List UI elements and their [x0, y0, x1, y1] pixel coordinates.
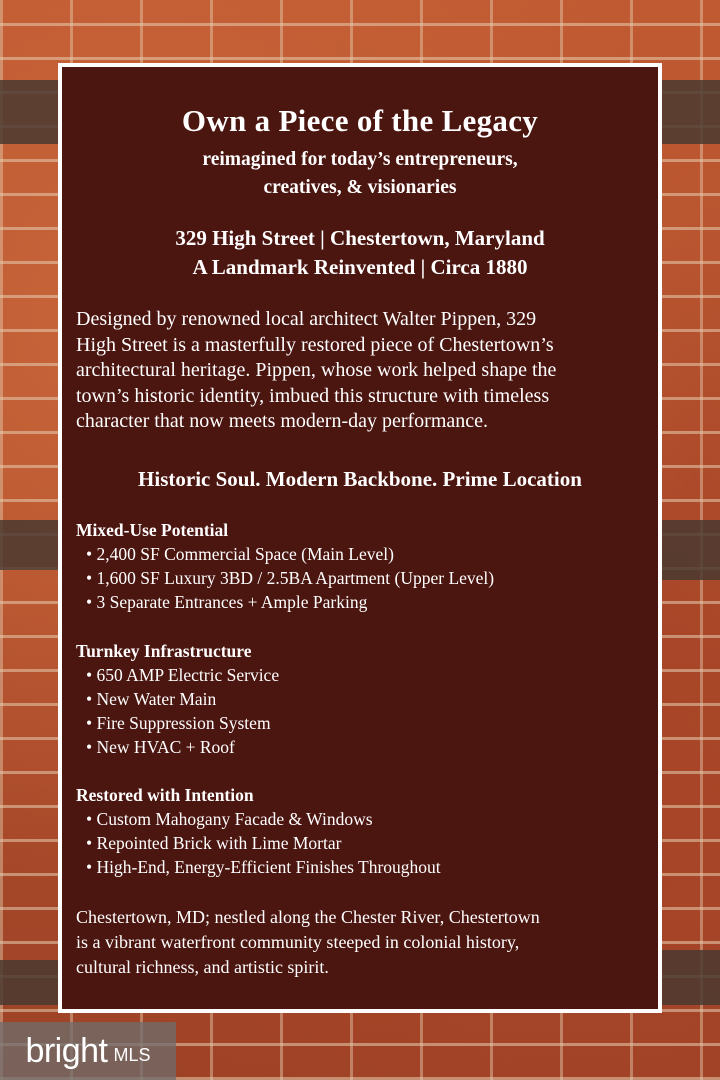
feature-list [76, 542, 656, 614]
list-item: • New HVAC + Roof [86, 735, 656, 759]
list-item: • Repointed Brick with Lime Mortar [86, 831, 656, 855]
info-panel [58, 63, 662, 1013]
closing-paragraph [76, 905, 656, 980]
dark-brick [662, 520, 720, 580]
intro-line: Designed by renowned local architect Walter Pippen, 329 [76, 308, 537, 330]
section-title: Restored with Intention [76, 785, 254, 805]
bright-mls-watermark [0, 1022, 176, 1080]
intro-line: character that now meets modern-day performance. [76, 410, 489, 432]
intro-paragraph [76, 307, 656, 435]
list-item: • New Water Main [86, 687, 656, 711]
address-line-1: 329 High Street | Chestertown, Maryland [175, 226, 545, 250]
subtitle-line-2: creatives, & visionaries [263, 177, 457, 198]
closing-line: cultural richness, and artistic spirit. [76, 957, 329, 977]
list-item: • 3 Separate Entrances + Ample Parking [86, 590, 656, 614]
section-restored [76, 783, 656, 879]
dark-brick [0, 520, 58, 570]
watermark-brand: bright [25, 1031, 108, 1070]
dark-brick [662, 80, 720, 144]
feature-list [76, 663, 656, 759]
closing-line: Chestertown, MD; nestled along the Chester River, Chestertown [76, 907, 540, 927]
dark-brick [0, 960, 58, 1005]
list-item: • High-End, Energy-Efficient Finishes Throughout [86, 855, 656, 879]
address-line-2: A Landmark Reinvented | Circa 1880 [192, 255, 528, 279]
section-mixed-use [76, 518, 656, 614]
subtitle-line-1: reimagined for today’s entrepreneurs, [202, 149, 518, 170]
list-item: • 1,600 SF Luxury 3BD / 2.5BA Apartment (Upper Level) [86, 566, 656, 590]
feature-list [76, 807, 656, 879]
dark-brick [662, 950, 720, 1005]
section-title: Turnkey Infrastructure [76, 641, 252, 661]
watermark-suffix: MLS [113, 1044, 151, 1065]
intro-line: town’s historic identity, imbued this structure with timeless [76, 384, 550, 407]
closing-line: is a vibrant waterfront community steeped in colonial history, [76, 932, 520, 952]
intro-line: architectural heritage. Pippen, whose work helped shape the [76, 359, 557, 381]
list-item: • 650 AMP Electric Service [86, 663, 656, 687]
dark-brick [0, 80, 58, 144]
tagline: Historic Soul. Modern Backbone. Prime Location [138, 467, 582, 491]
intro-line: High Street is a masterfully restored piece of Chestertown’s [76, 333, 554, 356]
section-infrastructure [76, 639, 656, 759]
section-title: Mixed-Use Potential [76, 520, 229, 540]
headline: Own a Piece of the Legacy [181, 103, 539, 138]
list-item: • 2,400 SF Commercial Space (Main Level) [86, 542, 656, 566]
list-item: • Fire Suppression System [86, 711, 656, 735]
list-item: • Custom Mahogany Facade & Windows [86, 807, 656, 831]
